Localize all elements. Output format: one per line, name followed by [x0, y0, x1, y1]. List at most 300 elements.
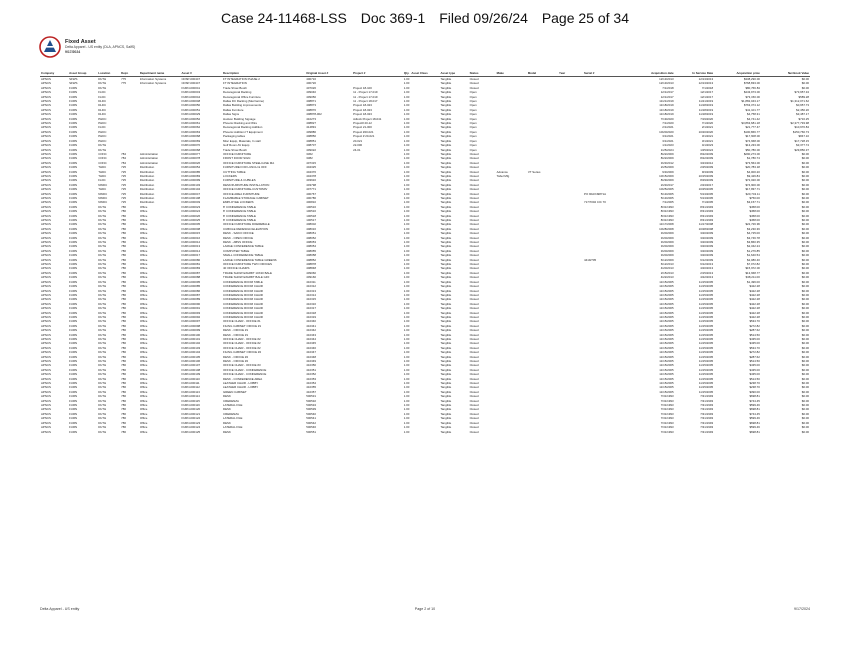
- column-header: Acquisition price: [714, 71, 761, 77]
- table-cell: Tangible: [440, 165, 452, 170]
- table-cell: OFFICE FURNITURE STEELCASE MA: [223, 160, 275, 165]
- table-cell: 1.00: [403, 200, 410, 205]
- table-cell: 4/20/2013: [660, 266, 674, 271]
- table-cell: CONFERENCE ROOM CHAIR: [223, 297, 263, 302]
- table-cell: 784: [121, 160, 126, 165]
- table-cell: 3/20/2009: [700, 253, 714, 258]
- table-cell: 1.00: [403, 270, 410, 275]
- table-cell: 11/15/2005: [698, 292, 714, 297]
- table-cell: APNCS: [41, 116, 51, 121]
- column-header: Company: [40, 71, 68, 77]
- table-cell: DUTH: [98, 328, 107, 333]
- table-cell: $73,564.00: [745, 160, 760, 165]
- table-cell: $534.70: [749, 345, 760, 350]
- table-cell: $0.00: [801, 270, 809, 275]
- table-cell: DUTH: [98, 363, 107, 368]
- table-cell: 10/28/2008: [659, 226, 674, 231]
- table-cell: Office: [139, 266, 148, 271]
- table-cell: 8/22/2009: [660, 156, 674, 161]
- table-cell: $0.00: [801, 266, 809, 271]
- table-cell: $1,640.54: [747, 253, 760, 258]
- table-cell: OFFICE FURNITURE-CUSTOMIV: [223, 187, 268, 192]
- table-cell: 1.00: [403, 367, 410, 372]
- table-cell: 1.00: [403, 240, 410, 245]
- table-cell: Closed: [469, 81, 479, 86]
- table-cell: 2/25/2009: [660, 165, 674, 170]
- table-cell: Office: [139, 310, 148, 315]
- table-cell: 410348: [306, 354, 316, 359]
- table-cell: EMPLOYEE LOCKERS: [223, 200, 254, 205]
- table-cell: Closed: [469, 235, 479, 240]
- table-cell: Decaregional Racking Addition: [223, 125, 263, 130]
- table-cell: FURN: [69, 301, 78, 306]
- table-cell: $763,374.12: [743, 103, 760, 108]
- table-cell: $0.00: [801, 394, 809, 399]
- table-cell: $458.00: [749, 204, 760, 209]
- table-cell: Tangible: [440, 77, 452, 81]
- table-cell: FURN-000125: [181, 429, 201, 434]
- table-cell: FURN-000093: [181, 310, 201, 315]
- table-cell: Office: [139, 297, 148, 302]
- table-cell: FURN-000091: [181, 306, 201, 311]
- table-cell: APNCS: [41, 121, 51, 126]
- table-cell: FURN: [69, 279, 78, 284]
- table-cell: Tangible: [440, 301, 452, 306]
- table-cell: Office: [139, 350, 148, 355]
- table-cell: 11/15/2005: [698, 381, 714, 386]
- table-cell: FURN: [69, 151, 78, 156]
- table-cell: $0.00: [801, 200, 809, 205]
- table-cell: Tangible: [440, 240, 452, 245]
- table-cell: 10/28/2008: [698, 226, 714, 231]
- table-cell: FURN-000029: [181, 112, 201, 117]
- table-cell: 725: [121, 173, 126, 178]
- table-cell: $0.00: [801, 336, 809, 341]
- table-cell: Closed: [469, 381, 479, 386]
- table-cell: $17,837.71: [745, 187, 760, 192]
- table-cell: APNCS: [41, 143, 51, 148]
- table-cell: 786: [121, 235, 126, 240]
- table-cell: 410273: [306, 116, 316, 121]
- table-cell: 408848: [306, 266, 316, 271]
- table-cell: 7/31/1993: [700, 411, 714, 416]
- table-cell: $458.00: [749, 209, 760, 214]
- table-cell: $4,758.31: [747, 112, 760, 117]
- table-cell: Office: [139, 398, 148, 403]
- filed-date: Filed 09/26/24: [439, 10, 528, 26]
- table-cell: Project 21-000: [353, 125, 372, 130]
- table-cell: $0.00: [801, 182, 809, 187]
- table-cell: Distribution: [139, 182, 155, 187]
- table-cell: 1.00: [403, 107, 410, 112]
- table-cell: 7/31/1993: [700, 425, 714, 430]
- table-cell: Closed: [469, 182, 479, 187]
- table-cell: 7/1/2020: [662, 121, 674, 126]
- table-cell: FURN-000100: [181, 332, 201, 337]
- table-cell: 410316: [306, 301, 316, 306]
- table-cell: Tangible: [440, 288, 452, 293]
- table-cell: DUTH: [98, 147, 107, 152]
- table-cell: DUTH: [98, 231, 107, 236]
- table-cell: FURN: [69, 354, 78, 359]
- table-cell: Office: [139, 253, 148, 258]
- table-cell: Information Systems: [139, 77, 167, 81]
- table-cell: 7/31/1993: [660, 411, 674, 416]
- table-cell: $13,668.77: [745, 270, 760, 275]
- table-cell: Open: [469, 125, 477, 130]
- table-cell: 410340: [306, 319, 316, 324]
- table-cell: 786: [121, 416, 126, 421]
- table-cell: $0.00: [801, 253, 809, 258]
- table-cell: LATERAL FILE: [223, 425, 243, 430]
- table-cell: Closed: [469, 270, 479, 275]
- table-cell: 1.00: [403, 411, 410, 416]
- table-cell: Decaregional Racking: [223, 90, 252, 95]
- table-cell: Office: [139, 240, 148, 245]
- table-cell: 7/31/1993: [660, 429, 674, 434]
- table-cell: 408878-002: [306, 112, 322, 117]
- table-cell: Tangible: [440, 407, 452, 412]
- column-header: Acquisition date: [635, 71, 675, 77]
- table-cell: FURN-000095: [181, 279, 201, 284]
- table-cell: 1.00: [403, 381, 410, 386]
- table-cell: 786: [121, 306, 126, 311]
- table-cell: FURN: [69, 314, 78, 319]
- table-cell: 1.00: [403, 99, 410, 104]
- table-cell: SFWS: [69, 77, 78, 81]
- table-cell: 786: [121, 301, 126, 306]
- table-cell: Office: [139, 209, 148, 214]
- table-cell: $20,783.18: [745, 165, 760, 170]
- table-cell: FURN: [69, 173, 78, 178]
- table-cell: 8/22/2009: [700, 156, 714, 161]
- table-cell: CUBICLE REDESIGN ELEVATION: [223, 226, 269, 231]
- table-cell: Tangible: [440, 222, 452, 227]
- table-cell: FURN-000099: [181, 328, 201, 333]
- table-cell: APNCS: [41, 394, 51, 399]
- table-cell: Office: [139, 222, 148, 227]
- table-cell: 408055: [306, 248, 316, 253]
- table-cell: Tabel Mfg: [496, 173, 510, 178]
- table-cell: FURN: [69, 235, 78, 240]
- table-cell: Tangible: [440, 94, 452, 99]
- table-cell: 1.00: [403, 116, 410, 121]
- table-cell: Office: [139, 336, 148, 341]
- table-cell: $17,608.00: [745, 134, 760, 139]
- table-cell: 8/31/1993: [660, 213, 674, 218]
- table-cell: 8' CONFERENCE TABLE: [223, 218, 256, 222]
- table-cell: 1.00: [403, 129, 410, 134]
- table-cell: 8/31/1993: [700, 218, 714, 222]
- table-cell: FURN: [69, 240, 78, 245]
- table-cell: LATERAL FILE: [223, 403, 243, 408]
- table-cell: APNCS: [41, 429, 51, 434]
- table-cell: 9/3/2009: [701, 169, 714, 174]
- table-cell: APNCS: [41, 403, 51, 408]
- table-cell: FURN-000085: [181, 169, 201, 174]
- table-cell: $443,973.00: [743, 90, 760, 95]
- table-cell: FURN: [69, 85, 78, 90]
- table-cell: FURN: [69, 306, 78, 311]
- table-cell: FURN: [69, 403, 78, 408]
- table-cell: 10/15/2009: [698, 173, 714, 178]
- report-subtitle: Delta Apparel - US entity (DLA, APNCS, SalfS): [65, 45, 136, 49]
- table-cell: FURN: [69, 182, 78, 187]
- table-cell: DESK: [223, 429, 231, 434]
- table-cell: APNCS: [41, 112, 51, 117]
- table-cell: 1.00: [403, 359, 410, 363]
- table-cell: 10/20/2020: [698, 129, 714, 134]
- table-cell: CONC: [98, 151, 107, 156]
- table-cell: Tangible: [440, 394, 452, 399]
- table-cell: 11/15/2005: [698, 288, 714, 293]
- table-cell: Closed: [469, 218, 479, 222]
- table-cell: Tangible: [440, 218, 452, 222]
- table-cell: 10/20/2020: [659, 129, 674, 134]
- table-cell: APNCS: [41, 160, 51, 165]
- table-cell: Distribution: [139, 169, 155, 174]
- table-cell: FURNITURE FOR LUNCH & OFF: [223, 165, 267, 170]
- table-cell: NWDC: [98, 200, 108, 205]
- table-cell: DUTH: [98, 407, 107, 412]
- table-cell: FURN: [69, 231, 78, 236]
- table-cell: Tangible: [440, 363, 452, 368]
- table-cell: Office: [139, 359, 148, 363]
- table-cell: FT INTEGRATION: [223, 81, 247, 86]
- table-cell: $589.28: [798, 94, 809, 99]
- table-cell: DUTH: [98, 332, 107, 337]
- table-cell: Tangible: [440, 416, 452, 421]
- table-cell: Office: [139, 372, 148, 377]
- table-cell: $458.00: [749, 213, 760, 218]
- table-cell: FURN-000068: [181, 147, 201, 152]
- table-cell: Tangible: [440, 323, 452, 328]
- table-cell: $716.25: [798, 116, 809, 121]
- table-cell: FURN: [69, 363, 78, 368]
- table-cell: 786: [121, 257, 126, 262]
- table-cell: CONC: [98, 156, 107, 161]
- table-cell: Closed: [469, 195, 479, 200]
- table-cell: $1,276.85: [747, 248, 760, 253]
- table-cell: FURN-000013: [181, 244, 201, 249]
- table-cell: CONC: [98, 160, 107, 165]
- table-cell: DUTH: [98, 292, 107, 297]
- table-cell: $0.00: [801, 248, 809, 253]
- table-cell: FURN: [69, 416, 78, 421]
- table-cell: DUTH: [98, 429, 107, 434]
- table-cell: $3,487.17: [796, 112, 809, 117]
- table-cell: TRADE SHOW EXHIBIT 10X20 BALE: [223, 270, 272, 275]
- table-cell: FURN-000113: [181, 389, 200, 394]
- table-cell: 786: [121, 385, 126, 390]
- table-cell: FURN: [69, 195, 78, 200]
- table-cell: FURN-000086: [181, 288, 201, 293]
- table-cell: Closed: [469, 345, 479, 350]
- table-cell: 717/7002 CIC 70: [584, 200, 606, 205]
- table-cell: CDSP-000447: [181, 81, 201, 86]
- table-cell: APNCS: [41, 323, 51, 328]
- table-cell: Closed: [469, 350, 479, 355]
- table-cell: 9/3/2009: [662, 169, 674, 174]
- table-cell: $17,728.15: [794, 138, 809, 143]
- table-cell: FURN: [69, 218, 78, 222]
- table-cell: FLDC: [98, 94, 106, 99]
- table-cell: DUTH: [98, 262, 107, 267]
- table-cell: Distribution: [139, 173, 155, 178]
- table-cell: 1.00: [403, 275, 410, 280]
- table-cell: 3/1/2021: [701, 138, 714, 143]
- court-header: [0, 10, 850, 26]
- table-cell: FURN: [69, 275, 78, 280]
- table-cell: Office: [139, 354, 148, 359]
- table-cell: Tangible: [440, 279, 452, 284]
- table-cell: 1.00: [403, 182, 410, 187]
- table-cell: 1.00: [403, 284, 410, 289]
- table-cell: Packaging tables: [223, 134, 246, 139]
- table-cell: FURN-000023: [181, 204, 201, 209]
- table-cell: 100516: [306, 204, 316, 209]
- column-header: Make: [496, 71, 527, 77]
- table-cell: 5/13/2005: [660, 191, 674, 196]
- table-cell: OFFICE CHAIR - OFFICE #2: [223, 336, 261, 341]
- table-cell: FURN-000083: [181, 173, 201, 178]
- table-cell: FURN-000108: [181, 367, 201, 372]
- table-cell: $4,741.42: [747, 116, 760, 121]
- table-cell: FURN-000102: [181, 341, 201, 346]
- table-cell: Open: [469, 116, 477, 121]
- table-cell: FURN-000112: [181, 385, 200, 390]
- table-cell: APNCS: [41, 169, 51, 174]
- table-cell: Project 18-023: [353, 107, 372, 112]
- table-cell: 1.00: [403, 398, 410, 403]
- table-cell: Closed: [469, 336, 479, 341]
- table-cell: 11/15/2005: [659, 288, 674, 293]
- table-cell: Tangible: [440, 306, 452, 311]
- table-cell: APNCS: [41, 178, 51, 183]
- table-cell: 1.00: [403, 231, 410, 236]
- table-cell: DUTH: [98, 403, 107, 408]
- table-cell: 11/15/2005: [698, 319, 714, 324]
- table-cell: LARGE CONFERENCE TABLE GREENS: [223, 257, 277, 262]
- table-cell: $514.50: [749, 359, 760, 363]
- table-cell: FLAMMABLE STORAGE CABINET: [223, 195, 269, 200]
- table-cell: APNCS: [41, 420, 51, 425]
- table-cell: Open: [469, 147, 477, 152]
- table-cell: DUTH: [98, 345, 107, 350]
- table-cell: Office: [139, 341, 148, 346]
- table-cell: 786: [121, 240, 126, 245]
- column-header: Asset Group: [68, 71, 97, 77]
- table-cell: Trade Show Booth: [223, 85, 247, 90]
- table-cell: TRADE SHOW EXHIBIT BALE GFF: [223, 275, 270, 280]
- table-cell: $0.00: [801, 367, 809, 372]
- table-cell: 407771: [306, 187, 316, 192]
- table-cell: 1.00: [403, 143, 410, 148]
- table-cell: 1.00: [403, 209, 410, 214]
- table-cell: FURN: [69, 248, 78, 253]
- table-cell: 404378: [306, 173, 316, 178]
- table-cell: 408876: [306, 107, 316, 112]
- table-cell: $150,766.73: [792, 129, 809, 134]
- table-cell: FURN-000085: [181, 284, 201, 289]
- table-cell: 7/1/2018: [701, 85, 714, 90]
- table-cell: APNCS: [41, 134, 51, 139]
- table-cell: DUTH: [98, 244, 107, 249]
- table-cell: FURN: [69, 107, 78, 112]
- table-cell: 1.00: [403, 425, 410, 430]
- table-cell: $0.00: [801, 314, 809, 319]
- table-cell: APNCS: [41, 314, 51, 319]
- table-cell: Office: [139, 429, 148, 434]
- table-cell: Open: [469, 107, 477, 112]
- table-cell: Phoenix Racking and Wire: [223, 121, 258, 126]
- table-cell: OFFICE AREA FURNITURE: [223, 191, 260, 196]
- table-cell: $0.00: [801, 191, 809, 196]
- table-cell: NWDC: [98, 191, 108, 196]
- table-cell: 11/15/2005: [659, 292, 674, 297]
- table-cell: $422.28: [749, 288, 760, 293]
- table-cell: 408052: [306, 235, 316, 240]
- table-cell: 786: [121, 389, 126, 394]
- table-cell: $41,101.77: [745, 107, 760, 112]
- table-cell: SMALL CONFERENCE TABLE: [223, 253, 264, 258]
- table-cell: Open: [469, 112, 477, 117]
- table-cell: Tangible: [440, 367, 452, 372]
- table-cell: Closed: [469, 231, 479, 236]
- table-cell: 1.00: [403, 257, 410, 262]
- table-cell: $744.45: [749, 411, 760, 416]
- table-cell: 1.00: [403, 125, 410, 130]
- table-cell: 408852: [306, 257, 316, 262]
- table-cell: 11/15/2005: [659, 323, 674, 328]
- table-cell: FURN: [69, 332, 78, 337]
- table-cell: 786: [121, 367, 126, 372]
- table-cell: Tangible: [440, 182, 452, 187]
- table-cell: $287.62: [749, 354, 760, 359]
- table-cell: DUTH: [98, 376, 107, 381]
- table-cell: APNCS: [41, 248, 51, 253]
- table-cell: Administration: [139, 151, 159, 156]
- table-cell: DUTH: [98, 398, 107, 403]
- table-cell: $0.00: [801, 416, 809, 421]
- table-cell: $2,450.20: [796, 107, 809, 112]
- table-cell: $3,860.35: [747, 240, 760, 245]
- table-cell: DUTH: [98, 275, 107, 280]
- table-cell: 11/15/2005: [659, 328, 674, 333]
- table-cell: 1.00: [403, 336, 410, 341]
- table-cell: 410314: [306, 292, 316, 297]
- table-cell: FURN: [69, 187, 78, 192]
- table-cell: 786: [121, 248, 126, 253]
- table-cell: $0.00: [801, 156, 809, 161]
- table-cell: DUTH: [98, 81, 107, 86]
- table-cell: FURN: [69, 376, 78, 381]
- table-cell: 786: [121, 204, 126, 209]
- table-cell: 11 - Project 17-019: [353, 94, 378, 99]
- table-cell: FLDC: [98, 90, 106, 95]
- table-cell: Tangible: [440, 336, 452, 341]
- table-cell: 11/15/2005: [659, 297, 674, 302]
- table-cell: FURN-000124: [181, 425, 201, 430]
- table-cell: APNCS: [41, 191, 51, 196]
- table-cell: Misc Equip, Materials, In stall: [223, 138, 261, 143]
- table-cell: $0.00: [801, 319, 809, 324]
- table-cell: DUTH: [98, 372, 107, 377]
- table-cell: $3,377.74: [796, 143, 809, 148]
- table-cell: FURN-000080: [181, 257, 201, 262]
- table-cell: 786: [121, 354, 126, 359]
- report-title: Fixed Asset: [65, 39, 96, 45]
